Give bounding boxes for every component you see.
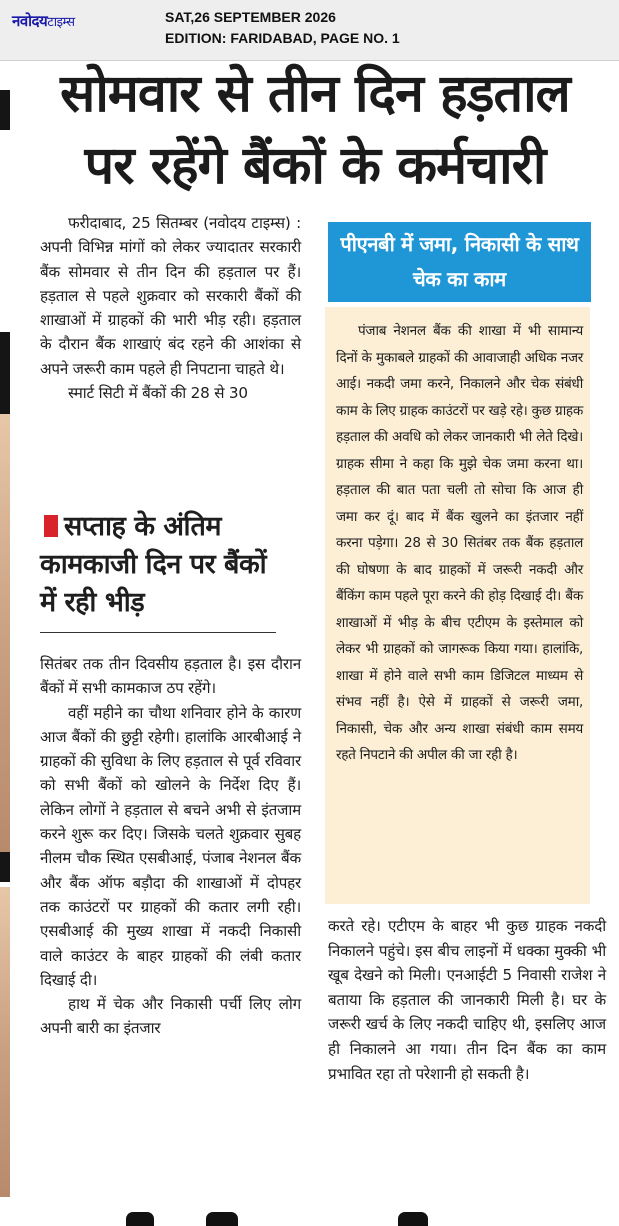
sidebar-box-title-text: पीएनबी में जमा, निकासी के साथ चेक का काम: [340, 232, 579, 291]
logo-part2: टाइम्स: [47, 15, 75, 30]
subheading-rule: [40, 632, 276, 633]
next-headline-fragment: [206, 1212, 238, 1226]
article-paragraph: हाथ में चेक और निकासी पर्ची लिए लोग अपनी बारी का इंतजार: [40, 995, 301, 1038]
strip-dark-block: [0, 852, 10, 882]
article-paragraph: फरीदाबाद, 25 सितम्बर (नवोदय टाइम्स) : अपनी विभिन्न मांगों को लेकर ज्यादातर सरकारी बैंक सोमवार से तीन दिन की हड़ताल पर हैं। हड़ताल से पहले शुक्रवार को सरकारी बैंकों की शाखाओं में ग्राहकों की भारी भीड़ रही। हड़ताल के दौरान बैंक शाखाएं बंद रहने की आशंका से अपने जरूरी काम पहले ही निपटाना चाहते थे।: [40, 214, 301, 378]
next-headline-fragment: [126, 1212, 154, 1226]
strip-photo: [0, 414, 10, 854]
page-header: [0, 0, 619, 61]
adjacent-page-strip: [0, 62, 12, 1226]
subheading: [40, 508, 275, 622]
article-paragraph: सितंबर तक तीन दिवसीय हड़ताल है। इस दौरान बैंकों में सभी कामकाज ठप रहेंगे।: [40, 655, 301, 698]
article-column-bottom: [40, 652, 301, 1041]
next-headline-fragment: [398, 1212, 428, 1226]
newspaper-logo: [12, 11, 75, 31]
sidebar-paragraph: पंजाब नेशनल बैंक की शाखा में भी सामान्य दिनों के मुकाबले ग्राहकों की आवाजाही अधिक नजर आई। नकदी जमा करने, निकालने और चेक संबंधी काम के लिए ग्राहक काउंटरों पर खड़े रहे। कुछ ग्राहक हड़ताल की अवधि को लेकर जानकारी भी लेते दिखे। ग्राहक सीमा ने कहा कि मुझे चेक जमा करना था। हड़ताल की बात पता चली तो सोचा कि आज ही जमा कर दूं। बाद में बैंक खुलने का इंतजार नहीं करना पड़ेगा। 28 से 30 सितंबर तक बैंक हड़ताल की घोषणा के बाद ग्राहकों में जरूरी नकदी और बैंकिंग काम पहले पूरा करने की होड़ दिखाई दी। बैंक शाखाओं में भीड़ के बीच एटीएम के इस्तेमाल को लेकर भी ग्राहकों को जागरूक किया गया। हालांकि, शाखा में होने वाले सभी काम डिजिटल माध्यम से संभव नहीं है। ऐसे में ग्राहकों से जरूरी जमा, निकासी, चेक और अन्य शाखा संबंधी काम समय रहते निपटाने की अपील की जा रही है।: [336, 323, 583, 763]
article-paragraph: वहीं महीने का चौथा शनिवार होने के कारण आज बैंकों की छुट्टी रहेगी। हालांकि आरबीआई ने ग्राहकों की सुविधा के लिए हड़ताल से पूर्व रविवार को सभी बैंकों को खोलने के निर्देश दिए हैं। लेकिन लोगों ने हड़ताल से बचने अभी से इंतजाम करने शुरू कर दिए। जिसके चलते शुक्रवार सुबह नीलम चौक स्थित एसबीआई, पंजाब नेशनल बैंक और बैंक ऑफ बड़ौदा की शाखाओं में दोपहर तक काउंटरों पर ग्राहकों की कतार लगी रही। एसबीआई की मुख्य शाखा में नकदी निकासी वाले काउंटर के बाहर ग्राहकों की लंबी कतार दिखाई दी।: [40, 703, 301, 989]
headline-line2: पर रहेंगे बैंकों के कर्मचारी: [84, 136, 546, 196]
headline-line1: सोमवार से तीन दिन हड़ताल: [60, 64, 570, 124]
subheading-text: सप्ताह के अंतिम कामकाजी दिन पर बैंकों में रही भीड़: [40, 511, 267, 618]
strip-photo: [0, 887, 10, 1197]
article-paragraph: करते रहे। एटीएम के बाहर भी कुछ ग्राहक नकदी निकालने पहुंचे। इस बीच लाइनों में धक्का मुक्की भी खूब देखने को मिली। एनआईटी 5 निवासी राजेश ने बताया कि हड़ताल की जानकारी मिली है। घर के जरूरी खर्च के लिए नकदी चाहिए थी, इसलिए आज ही निकालने आ गया। तीन दिन बैंक का काम प्रभावित रहा तो परेशानी हो सकती है।: [328, 917, 606, 1083]
edition-date: SAT,26 SEPTEMBER 2026: [165, 9, 336, 25]
edition-info: EDITION: FARIDABAD, PAGE NO. 1: [165, 30, 400, 46]
strip-dark-block: [0, 90, 10, 130]
sidebar-box-title: [328, 222, 591, 302]
sidebar-box-body: [336, 318, 583, 769]
logo-part1: नवोदय: [12, 12, 48, 30]
article-column-right: [328, 914, 606, 1086]
article-paragraph: स्मार्ट सिटी में बैंकों की 28 से 30: [68, 384, 248, 403]
article-column-top: [40, 211, 301, 405]
